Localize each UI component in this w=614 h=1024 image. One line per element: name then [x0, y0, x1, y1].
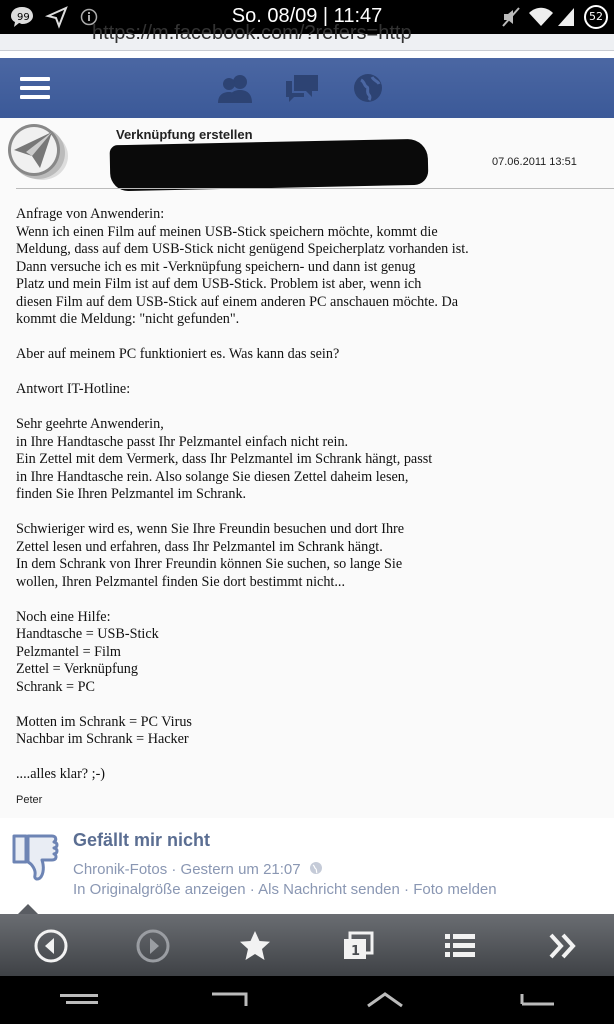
post-line: wollen, Ihren Pelzmantel finden Sie dort bestimmt nicht... [16, 573, 346, 590]
svg-text:99: 99 [17, 12, 30, 23]
dislike-label[interactable]: Gefällt mir nicht [73, 830, 211, 850]
post-line: finden Sie Ihren Pelzmantel im Schrank. [16, 486, 247, 502]
logo-icon [4, 120, 68, 182]
post-line: Antwort IT-Hotline: [16, 381, 131, 397]
post-line: Wenn ich einen Film auf meinen USB-Stick speichern möchte, kommt die [16, 223, 438, 240]
thumbs-down-icon[interactable] [10, 832, 62, 884]
battery-level: 52 [589, 10, 603, 23]
post-line: Motten im Schrank = PC Virus [16, 713, 192, 730]
back-icon[interactable] [33, 928, 69, 964]
globe-icon[interactable] [352, 72, 384, 104]
post-line: Handtasche = USB-Stick [16, 626, 159, 642]
blank-line [16, 329, 606, 347]
post-line: Anfrage von Anwenderin: [16, 206, 165, 222]
blank-line [16, 749, 606, 767]
toolbar-notch [18, 904, 38, 914]
post-line: Ein Zettel mit dem Vermerk, dass Ihr Pelzmantel im Schrank hängt, passt [16, 451, 433, 467]
post-line: In dem Schrank von Ihrer Freundin können Sie suchen, so lange Sie [16, 556, 403, 572]
report-photo-link[interactable]: Foto melden [413, 881, 497, 898]
post-line: Sehr geehrte Anwenderin, [16, 416, 164, 432]
post-line: Dann versuche ich es mit -Verknüpfung speichern- und dann ist genug [16, 258, 416, 275]
post-line: ....alles klar? ;-) [16, 766, 106, 782]
post-line: Zettel lesen und erfahren, dass Ihr Pelzmantel im Schrank hängt. [16, 538, 383, 555]
privacy-globe-icon [309, 861, 323, 875]
post-line: Meldung, dass auf dem USB-Stick nicht genügend Speicherplatz vorhanden ist. [16, 241, 469, 257]
browser-toolbar [0, 914, 614, 976]
post-line: Zettel = Verknüpfung [16, 661, 138, 677]
friends-icon[interactable] [216, 73, 254, 103]
post-line: Platz und mein Film ist auf dem USB-Stick. Problem ist aber, wenn ich [16, 276, 422, 292]
tabs-icon[interactable] [340, 928, 376, 964]
post-line: Schrank = PC [16, 678, 95, 695]
send-message-link[interactable]: Als Nachricht senden [258, 881, 400, 898]
mute-icon [500, 6, 522, 28]
post-line: Pelzmantel = Film [16, 643, 121, 660]
wifi-icon [528, 6, 554, 28]
nav-home-icon[interactable] [366, 990, 404, 1008]
blank-line [16, 591, 606, 609]
nav-recent-icon[interactable] [518, 990, 556, 1008]
separator: · [167, 861, 181, 878]
url-bar[interactable] [0, 22, 614, 51]
post-line: Noch eine Hilfe: [16, 608, 111, 625]
more-icon[interactable] [545, 928, 581, 964]
photo-meta [73, 861, 323, 878]
signal-icon [556, 6, 576, 28]
album-link[interactable]: Chronik-Fotos [73, 861, 168, 878]
blank-line [16, 364, 606, 382]
fb-header [0, 58, 614, 118]
star-icon[interactable] [237, 928, 273, 964]
post-line: kommt die Meldung: "nicht gefunden". [16, 311, 240, 327]
nav-menu-icon[interactable] [60, 990, 98, 1008]
full-size-link[interactable]: In Originalgröße anzeigen [73, 881, 246, 898]
nav-back-icon[interactable] [212, 990, 250, 1008]
post-date: 07.06.2011 13:51 [492, 156, 577, 168]
post-signature: Peter [16, 794, 43, 806]
url-text: https://m.facebook.com/?refers=http [92, 22, 412, 44]
blank-line [16, 696, 606, 714]
photo-actions [0, 818, 614, 916]
separator: · [399, 881, 414, 898]
photo-actions-links [73, 881, 497, 898]
messages-icon[interactable] [284, 73, 320, 103]
post-line: diesen Film auf dem USB-Stick auf einem anderen PC anschauen möchte. Da [16, 293, 459, 310]
tabs-count: 1 [351, 944, 361, 959]
post-line: Aber auf meinem PC funktioniert es. Was kann das sein? [16, 346, 340, 362]
post-line: in Ihre Handtasche passt Ihr Pelzmantel einfach nicht rein. [16, 433, 349, 450]
blank-line [16, 504, 606, 522]
battery-icon [584, 5, 608, 29]
separator: · [245, 881, 259, 898]
redaction-mark [110, 139, 429, 192]
divider [16, 188, 614, 189]
post-line: Nachbar im Schrank = Hacker [16, 731, 189, 747]
blank-line [16, 399, 606, 417]
post-body [16, 206, 606, 784]
photo-time[interactable]: Gestern um 21:07 [180, 861, 301, 878]
menu-icon[interactable] [20, 77, 50, 99]
post-line: in Ihre Handtasche rein. Also solange Sie diesen Zettel daheim lesen, [16, 468, 409, 485]
post-header-title: Verknüpfung erstellen [116, 127, 253, 142]
forward-icon[interactable] [135, 928, 171, 964]
post-line: Schwieriger wird es, wenn Sie Ihre Freundin besuchen und dort Ihre [16, 521, 405, 537]
status-clock: So. 08/09 | 11:47 [231, 5, 383, 27]
post-image[interactable] [0, 118, 614, 818]
nav-bar [0, 976, 614, 1024]
menu-list-icon[interactable] [442, 928, 478, 964]
